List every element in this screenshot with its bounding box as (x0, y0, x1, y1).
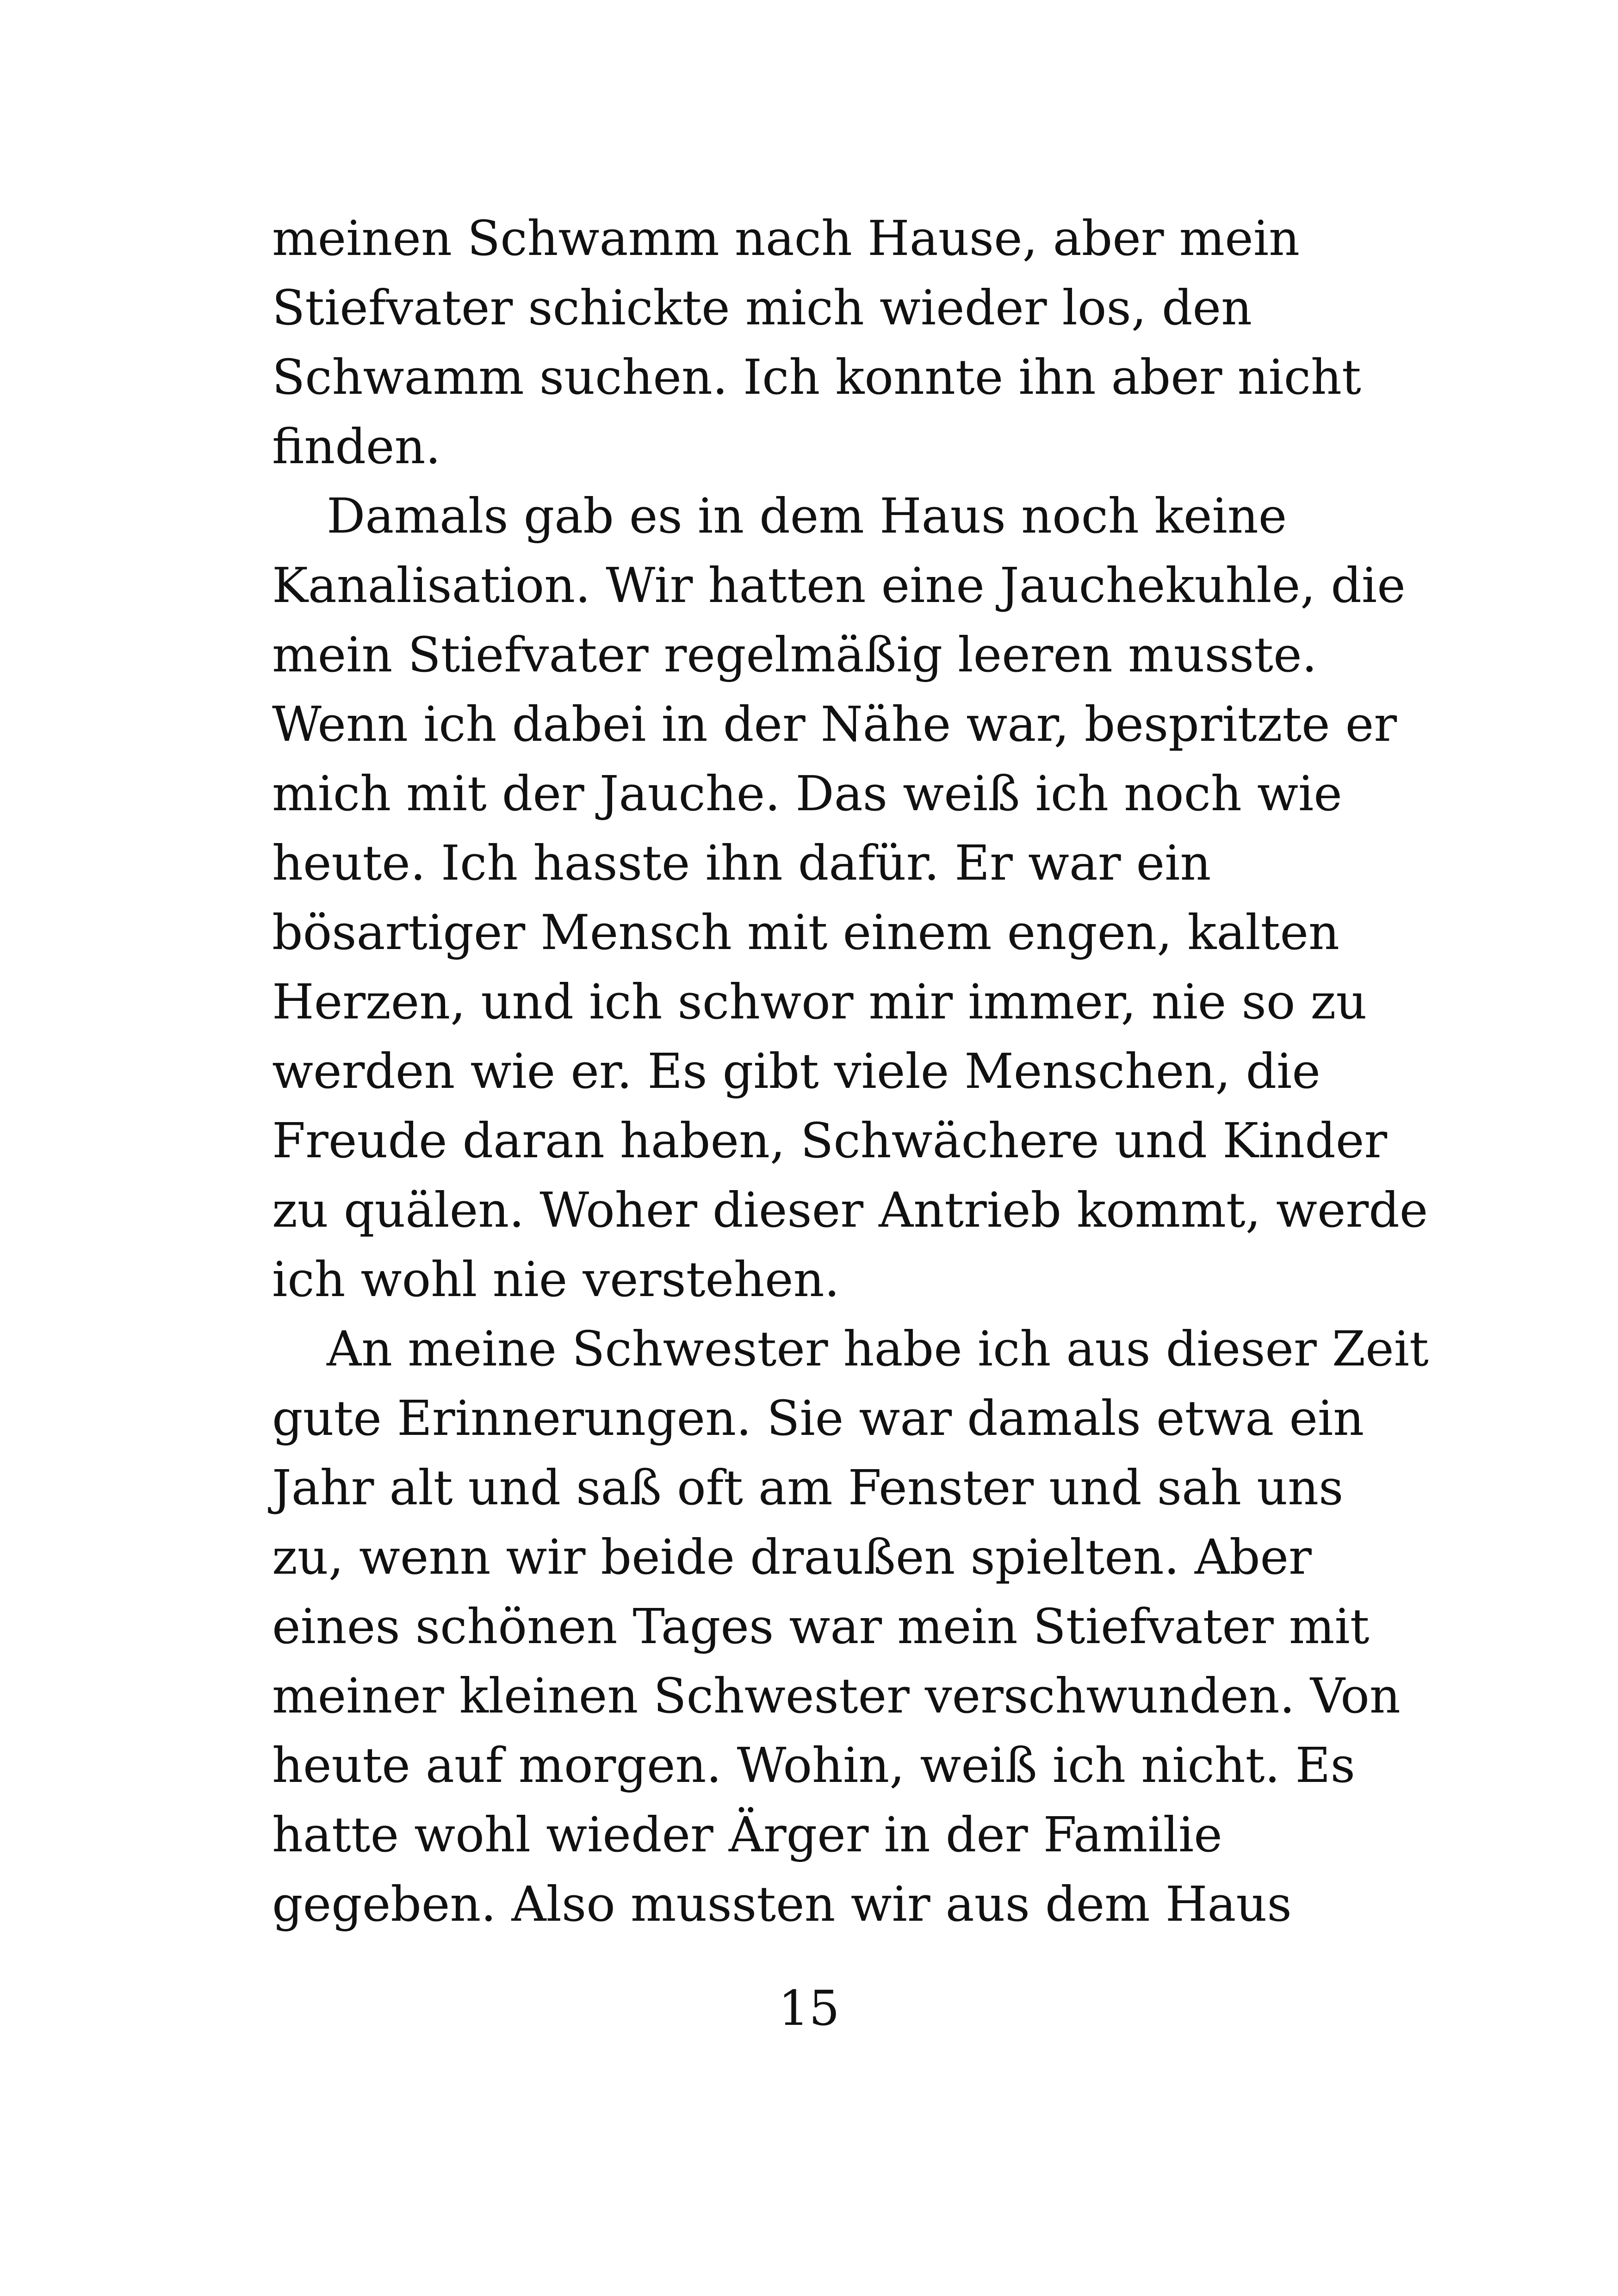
text-line: Wenn ich dabei in der Nähe war, bespritzte er (272, 696, 1397, 752)
page-number: 15 (778, 1980, 840, 2036)
text-line: zu quälen. Woher dieser Antrieb kommt, werde (272, 1182, 1428, 1238)
text-line: heute auf morgen. Wohin, weiß ich nicht. Es (272, 1737, 1355, 1793)
text-line: Kanalisation. Wir hatten eine Jauchekuhle, die (272, 557, 1406, 614)
text-line: Schwamm suchen. Ich konnte ihn aber nicht (272, 349, 1361, 405)
text-line: gegeben. Also mussten wir aus dem Haus (272, 1876, 1292, 1932)
text-line: Herzen, und ich schwor mir immer, nie so zu (272, 974, 1367, 1030)
text-line: mich mit der Jauche. Das weiß ich noch wie (272, 765, 1342, 822)
paragraph-first-line: Damals gab es in dem Haus noch keine (327, 488, 1287, 544)
text-line: eines schönen Tages war mein Stiefvater mit (272, 1598, 1370, 1655)
text-line: meinen Schwamm nach Hause, aber mein (272, 210, 1300, 267)
text-line: finden. (272, 418, 441, 475)
text-line: Stiefvater schickte mich wieder los, den (272, 279, 1252, 336)
text-line: Jahr alt und saß oft am Fenster und sah uns (272, 1459, 1344, 1516)
text-line: Freude daran haben, Schwächere und Kinder (272, 1112, 1388, 1169)
text-line: gute Erinnerungen. Sie war damals etwa ein (272, 1390, 1364, 1446)
text-line: meiner kleinen Schwester verschwunden. Von (272, 1668, 1401, 1724)
body-text (272, 204, 1429, 1939)
text-line: werden wie er. Es gibt viele Menschen, die (272, 1043, 1320, 1099)
text-line: hatte wohl wieder Ärger in der Familie (272, 1806, 1222, 1863)
text-line: zu, wenn wir beide draußen spielten. Aber (272, 1529, 1312, 1585)
text-line: ich wohl nie verstehen. (272, 1251, 840, 1308)
text-line: mein Stiefvater regelmäßig leeren musste. (272, 627, 1317, 683)
text-line: bösartiger Mensch mit einem engen, kalten (272, 904, 1339, 961)
text-line: heute. Ich hasste ihn dafür. Er war ein (272, 835, 1211, 891)
paragraph-first-line: An meine Schwester habe ich aus dieser Zeit (327, 1321, 1429, 1377)
